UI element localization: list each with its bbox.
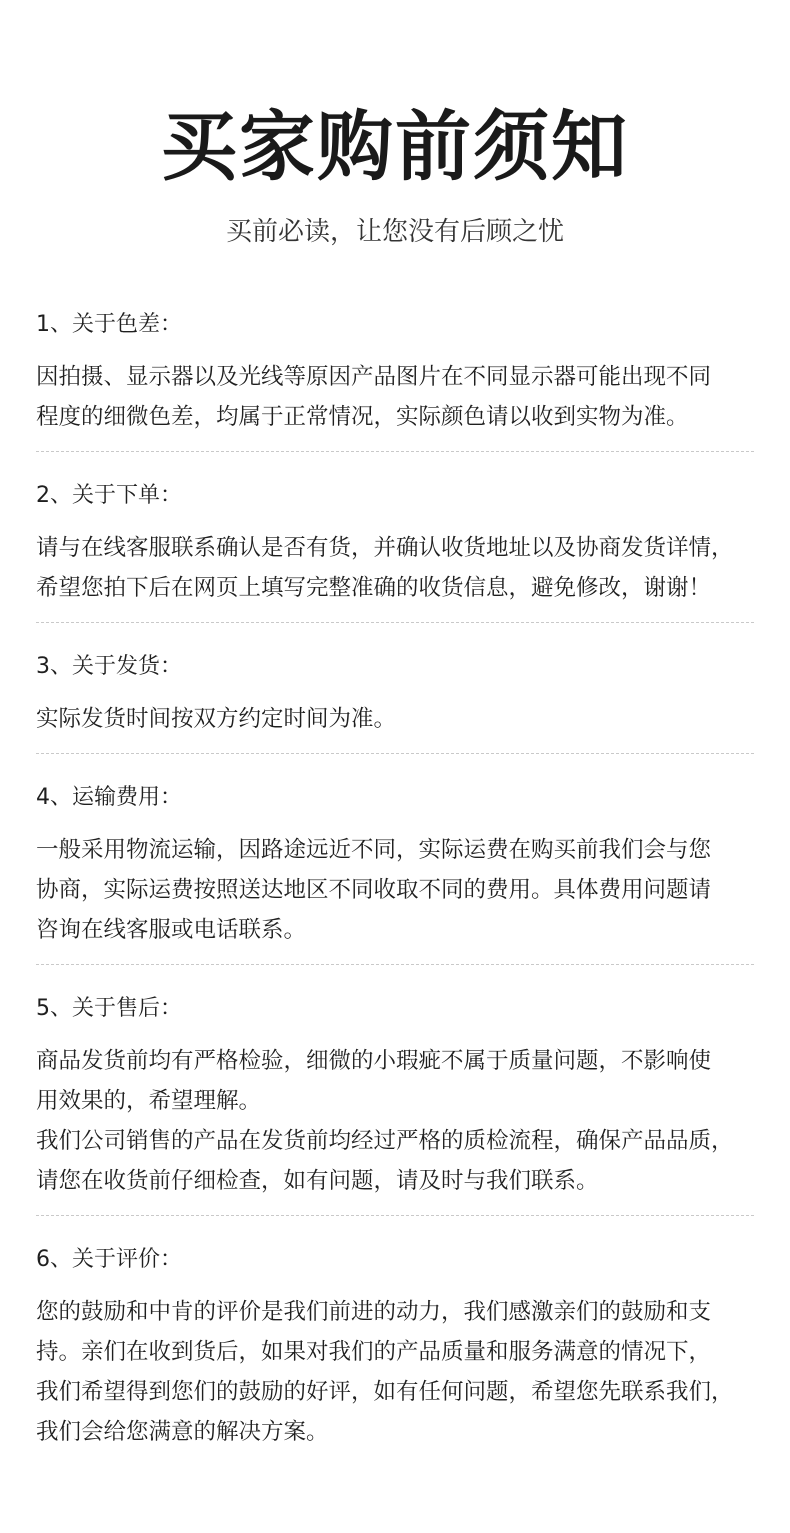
- section-heading: 6、关于评价：: [36, 1247, 182, 1272]
- section-heading: 4、运输费用：: [36, 785, 182, 810]
- notice-section-ordering: [36, 478, 754, 623]
- notice-section-reviews: [36, 1242, 754, 1466]
- section-heading: 1、关于色差：: [36, 312, 182, 337]
- page-subtitle: 买前必读，让您没有后顾之忧: [225, 217, 564, 247]
- section-paragraph: 一般采用物流运输，因路途远近不同，实际运费在购买前我们会与您 协商，实际运费按照送达地区不同收取不同的费用。具体费用问题请 咨询在线客服或电话联系。: [36, 837, 712, 943]
- notice-section-color-difference: [36, 307, 754, 452]
- section-paragraph: 请与在线客服联系确认是否有货，并确认收货地址以及协商发货详情， 希望您拍下后在网页上填写完整准确的收货信息，避免修改，谢谢！: [36, 535, 734, 601]
- section-heading: 3、关于发货：: [36, 654, 182, 679]
- section-paragraph: 您的鼓励和中肯的评价是我们前进的动力，我们感激亲们的鼓励和支 持。亲们在收到货后，如果对我们的产品质量和服务满意的情况下， 我们希望得到您们的鼓励的好评，如有任何问题，希望您先联系我们， 我们会给您满意的解决方案。: [36, 1299, 734, 1445]
- notice-section-shipping: [36, 649, 754, 754]
- page-title: 买家购前须知: [161, 102, 629, 191]
- section-paragraph: 实际发货时间按双方约定时间为准。: [36, 706, 397, 732]
- section-heading: 5、关于售后：: [36, 996, 182, 1021]
- notice-section-freight-cost: [36, 780, 754, 965]
- notice-section-after-sales: [36, 991, 754, 1216]
- notice-sections: [36, 307, 754, 1466]
- section-heading: 2、关于下单：: [36, 483, 182, 508]
- section-paragraph: 因拍摄、显示器以及光线等原因产品图片在不同显示器可能出现不同 程度的细微色差，均属于正常情况，实际颜色请以收到实物为准。: [36, 364, 712, 430]
- section-paragraph: 我们公司销售的产品在发货前均经过严格的质检流程，确保产品品质， 请您在收货前仔细检查，如有问题，请及时与我们联系。: [36, 1128, 734, 1194]
- section-paragraph: 商品发货前均有严格检验，细微的小瑕疵不属于质量问题，不影响使 用效果的，希望理解。: [36, 1048, 712, 1114]
